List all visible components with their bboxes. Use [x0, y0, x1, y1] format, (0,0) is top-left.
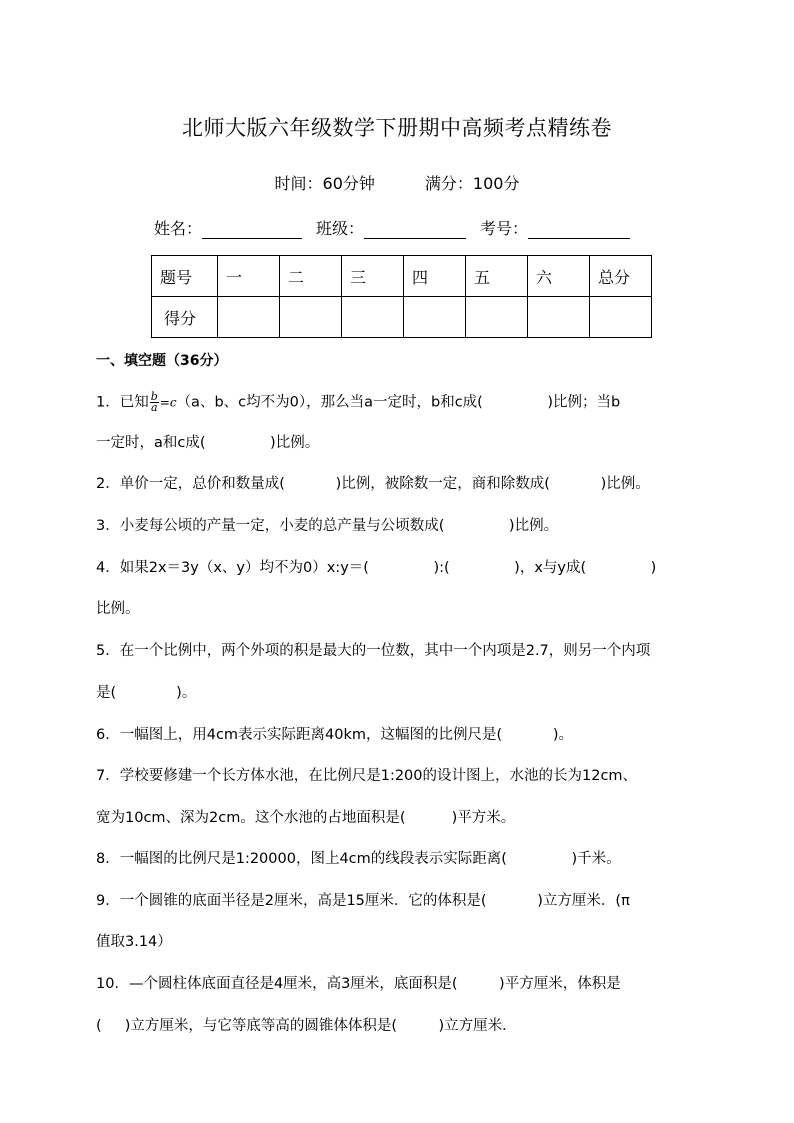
- question-5-line-1: 5．在一个比例中，两个外项的积是最大的一位数，其中一个内项是2.7，则另一个内项: [96, 643, 651, 659]
- name-blank[interactable]: [202, 220, 302, 239]
- score-table-header-cell: 三: [342, 256, 404, 297]
- score-row-label: 得分: [152, 297, 218, 338]
- question-9-line-2: 值取3.14）: [96, 934, 172, 950]
- question-10-line-1: 10．—个圆柱体底面直径是4厘米，高3厘米，底面积是( )平方厘米，体积是: [96, 976, 621, 992]
- question-4-line-1: 4．如果2x＝3y（x、y）均不为0）x:y＝( ):( )，x与y成( ): [96, 560, 657, 576]
- score-table-header-cell: 题号: [152, 256, 218, 297]
- score-table-header-cell: 四: [404, 256, 466, 297]
- score-table-score-row: [152, 297, 652, 338]
- score-cell[interactable]: [280, 297, 342, 338]
- score-table-header-cell: 二: [280, 256, 342, 297]
- class-blank[interactable]: [364, 220, 466, 239]
- time-limit: 时间：60分钟: [274, 174, 375, 193]
- student-info-row: [154, 216, 630, 239]
- exam-meta: [0, 171, 794, 194]
- question-3: 3．小麦每公顷的产量一定，小麦的总产量与公顷数成( )比例。: [96, 518, 559, 534]
- question-1-rest: （a、b、c均不为0），那么当a一定时，b和c成( )比例；当b: [176, 394, 621, 411]
- question-2: 2．单价一定，总价和数量成( )比例，被除数一定，商和除数成( )比例。: [96, 476, 650, 492]
- exam-number-label: 考号：: [480, 219, 529, 238]
- score-table-header-cell: 五: [466, 256, 528, 297]
- fraction-numerator: b: [150, 390, 158, 403]
- section-heading-fill-in: 一、填空题（36分）: [96, 353, 228, 369]
- question-1-line-1: [96, 392, 620, 413]
- fraction-denominator: a: [150, 401, 158, 414]
- score-cell[interactable]: [218, 297, 280, 338]
- score-table-header-cell: 六: [528, 256, 590, 297]
- score-cell[interactable]: [342, 297, 404, 338]
- fraction-equals-c: =c: [159, 395, 177, 410]
- question-4-line-2: 比例。: [96, 601, 140, 617]
- score-cell[interactable]: [590, 297, 652, 338]
- name-label: 姓名：: [154, 219, 203, 238]
- question-7-line-2: 宽为10cm、深为2cm。这个水池的占地面积是( )平方米。: [96, 810, 516, 826]
- score-table: [151, 255, 652, 338]
- question-7-line-1: 7．学校要修建一个长方体水池，在比例尺是1:200的设计图上，水池的长为12cm、: [96, 768, 638, 784]
- score-table-header-cell: 一: [218, 256, 280, 297]
- question-9-line-1: 9．一个圆锥的底面半径是2厘米，高是15厘米．它的体积是( )立方厘米．(π: [96, 893, 630, 909]
- exam-title: 北师大版六年级数学下册期中高频考点精练卷: [182, 116, 612, 140]
- score-cell[interactable]: [404, 297, 466, 338]
- question-1-line-2: 一定时，a和c成( )比例。: [96, 435, 320, 451]
- score-cell[interactable]: [466, 297, 528, 338]
- question-5-line-2: 是( )。: [96, 685, 197, 701]
- question-1-prefix: 1．已知: [96, 394, 149, 411]
- score-table-header-row: [152, 256, 652, 297]
- score-cell[interactable]: [528, 297, 590, 338]
- fraction-b-over-a: [150, 392, 159, 413]
- exam-number-blank[interactable]: [528, 220, 630, 239]
- full-score: 满分：100分: [424, 174, 520, 193]
- question-6: 6．一幅图上，用4cm表示实际距离40km，这幅图的比例尺是( )。: [96, 727, 574, 743]
- question-8: 8．一幅图的比例尺是1:20000，图上4cm的线段表示实际距离( )千米。: [96, 851, 621, 867]
- class-label: 班级：: [316, 219, 365, 238]
- score-table-header-cell: 总分: [590, 256, 652, 297]
- question-10-line-2: ( )立方厘米，与它等底等高的圆锥体体积是( )立方厘米．: [96, 1018, 517, 1034]
